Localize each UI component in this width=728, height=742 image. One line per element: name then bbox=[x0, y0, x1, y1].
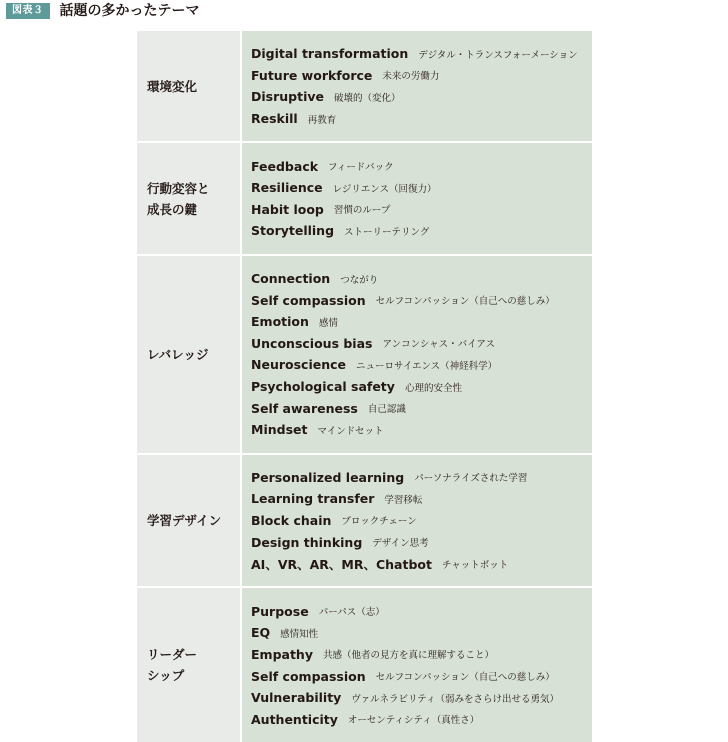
topic-japanese: つながり bbox=[340, 274, 379, 286]
topic-item bbox=[251, 488, 592, 510]
topic-japanese: 学習移転 bbox=[384, 494, 423, 506]
topic-english: Resilience bbox=[251, 180, 323, 196]
topic-english: Block chain bbox=[251, 512, 332, 528]
topic-english: Self compassion bbox=[251, 668, 366, 684]
topic-english: Disruptive bbox=[251, 89, 324, 105]
topic-item bbox=[251, 419, 592, 441]
topic-item bbox=[251, 397, 592, 419]
topic-item bbox=[251, 600, 592, 622]
category-name: 環境変化 bbox=[147, 78, 198, 94]
topic-japanese: デジタル・トランスフォーメーション bbox=[418, 49, 578, 61]
category-cell bbox=[137, 588, 240, 742]
topic-item bbox=[251, 155, 592, 177]
category-cell bbox=[137, 455, 240, 587]
topic-japanese: 破壊的（変化） bbox=[334, 92, 401, 104]
category-cell bbox=[137, 31, 240, 141]
topic-japanese: 感情 bbox=[318, 317, 338, 329]
topic-english: Self compassion bbox=[251, 292, 366, 308]
topic-item bbox=[251, 376, 592, 398]
topic-item bbox=[251, 665, 592, 687]
topic-item bbox=[251, 354, 592, 376]
category-name: 学習デザイン bbox=[147, 512, 222, 528]
figure-label: 図表３ bbox=[6, 3, 50, 19]
topic-item bbox=[251, 177, 592, 199]
topic-english: Emotion bbox=[251, 314, 309, 330]
topic-english: AI、VR、AR、MR、Chatbot bbox=[251, 556, 432, 572]
topic-english: Reskill bbox=[251, 111, 298, 127]
topic-japanese: ヴァルネラビリティ（弱みをさらけ出せる勇気） bbox=[351, 693, 559, 705]
category-name: 行動変容と 成長の鍵 bbox=[147, 180, 210, 217]
topic-japanese: レジリエンス（回復力） bbox=[332, 183, 437, 195]
topic-japanese: 自己認識 bbox=[367, 404, 406, 416]
theme-table bbox=[137, 31, 592, 742]
topic-item bbox=[251, 268, 592, 290]
category-name: リーダー シップ bbox=[147, 647, 198, 684]
category-row bbox=[137, 256, 592, 455]
topic-japanese: パーソナライズされた学習 bbox=[414, 473, 528, 485]
topic-item bbox=[251, 687, 592, 709]
topic-english: EQ bbox=[251, 625, 271, 641]
category-row bbox=[137, 588, 592, 742]
topic-item bbox=[251, 644, 592, 666]
category-row bbox=[137, 455, 592, 589]
topic-japanese: アンコンシャス・バイアス bbox=[382, 339, 495, 351]
category-cell bbox=[137, 256, 240, 453]
topic-japanese: デザイン思考 bbox=[372, 538, 429, 550]
topic-japanese: フィードバック bbox=[328, 162, 394, 174]
topic-japanese: チャットボット bbox=[441, 559, 509, 571]
topic-english: Digital transformation bbox=[251, 46, 409, 62]
topic-list bbox=[240, 455, 592, 587]
topic-japanese: セルフコンパッション（自己への慈しみ） bbox=[375, 296, 555, 308]
topic-item bbox=[251, 65, 592, 87]
category-row bbox=[137, 143, 592, 255]
topic-japanese: 心理的安全性 bbox=[404, 382, 462, 394]
topic-japanese: セルフコンパッション（自己への慈しみ） bbox=[375, 672, 555, 684]
topic-japanese: ストーリーテリング bbox=[344, 226, 430, 238]
topic-english: Authenticity bbox=[251, 711, 338, 727]
topic-list bbox=[240, 31, 592, 141]
topic-english: Personalized learning bbox=[251, 469, 405, 485]
topic-item bbox=[251, 43, 592, 65]
topic-japanese: オーセンティシティ（真性さ） bbox=[347, 715, 480, 727]
topic-english: Mindset bbox=[251, 422, 308, 438]
topic-japanese: ブロックチェーン bbox=[341, 516, 417, 528]
topic-item bbox=[251, 531, 592, 553]
category-row bbox=[137, 31, 592, 143]
topic-list bbox=[240, 143, 592, 253]
figure-title: 話題の多かったテーマ bbox=[59, 3, 200, 19]
topic-item bbox=[251, 199, 592, 221]
topic-english: Learning transfer bbox=[251, 491, 375, 507]
topic-english: Storytelling bbox=[251, 223, 335, 239]
category-name: レバレッジ bbox=[147, 346, 209, 362]
topic-english: Psychological safety bbox=[251, 379, 395, 395]
topic-item bbox=[251, 220, 592, 242]
topic-english: Design thinking bbox=[251, 534, 363, 550]
topic-item bbox=[251, 86, 592, 108]
topic-english: Feedback bbox=[251, 158, 319, 174]
topic-japanese: 習慣のループ bbox=[333, 205, 391, 217]
topic-japanese: 再教育 bbox=[307, 114, 337, 126]
topic-item bbox=[251, 333, 592, 355]
topic-english: Habit loop bbox=[251, 201, 324, 217]
topic-japanese: パーパス（志） bbox=[318, 607, 385, 619]
topic-english: Self awareness bbox=[251, 400, 358, 416]
topic-english: Future workforce bbox=[251, 67, 373, 83]
topic-item bbox=[251, 510, 592, 532]
figure-header bbox=[6, 2, 200, 20]
topic-english: Purpose bbox=[251, 603, 309, 619]
topic-item bbox=[251, 311, 592, 333]
topic-item bbox=[251, 708, 592, 730]
topic-japanese: 共感（他者の見方を真に理解すること） bbox=[322, 650, 494, 662]
topic-list bbox=[240, 256, 592, 453]
topic-japanese: ニューロサイエンス（神経科学） bbox=[356, 360, 498, 372]
category-cell bbox=[137, 143, 240, 253]
topic-item bbox=[251, 467, 592, 489]
topic-japanese: 未来の労働力 bbox=[382, 71, 440, 83]
topic-japanese: マインドセット bbox=[317, 425, 384, 437]
topic-english: Vulnerability bbox=[251, 690, 342, 706]
topic-japanese: 感情知性 bbox=[280, 628, 319, 640]
topic-item bbox=[251, 108, 592, 130]
topic-item bbox=[251, 289, 592, 311]
topic-english: Neuroscience bbox=[251, 357, 346, 373]
topic-english: Unconscious bias bbox=[251, 335, 373, 351]
topic-list bbox=[240, 588, 592, 742]
topic-item bbox=[251, 553, 592, 575]
topic-english: Connection bbox=[251, 271, 331, 287]
topic-item bbox=[251, 622, 592, 644]
topic-english: Empathy bbox=[251, 646, 313, 662]
